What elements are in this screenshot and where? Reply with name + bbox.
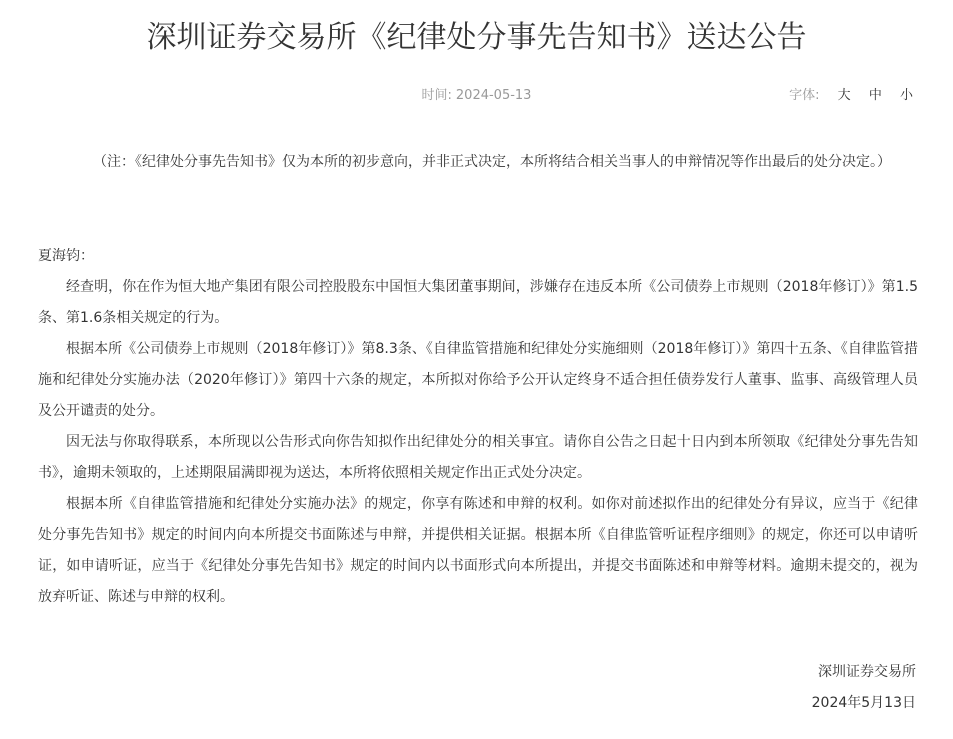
paragraph-findings: 经查明，你在作为恒大地产集团有限公司控股股东中国恒大集团董事期间，涉嫌存在违反本所《公司债券上市规则（2018年修订）》第1.5条、第1.6条相关规定的行为。 bbox=[38, 279, 918, 326]
signature-block bbox=[812, 657, 916, 719]
page-title: 深圳证券交易所《纪律处分事先告知书》送达公告 bbox=[146, 20, 807, 55]
salutation: 夏海钧： bbox=[38, 248, 94, 264]
publish-time-label: 时间: bbox=[421, 88, 452, 103]
font-size-medium-button[interactable]: 中 bbox=[868, 88, 882, 103]
paragraph-notice-delivery: 因无法与你取得联系，本所现以公告形式向你告知拟作出纪律处分的相关事宜。请你自公告之日起十日内到本所领取《纪律处分事先告知书》，逾期未领取的，上述期限届满即视为送达，本所将依照相关规定作出正式处分决定。 bbox=[38, 434, 918, 481]
font-size-label: 字体: bbox=[789, 88, 820, 103]
disclaimer-note: （注：《纪律处分事先告知书》仅为本所的初步意向，并非正式决定，本所将结合相关当事人的申辩情况等作出最后的处分决定。） bbox=[93, 154, 891, 170]
font-size-large-button[interactable]: 大 bbox=[837, 88, 851, 103]
paragraph-rights: 根据本所《自律监管措施和纪律处分实施办法》的规定，你享有陈述和申辩的权利。如你对前述拟作出的纪律处分有异议，应当于《纪律处分事先告知书》规定的时间内向本所提交书面陈述与申辩，并提供相关证据。根据本所《自律监管听证程序细则》的规定，你还可以申请听证，如申请听证，应当于《纪律处分事先告知书》规定的时间内以书面形式向本所提出，并提交书面陈述和申辩等材料。逾期未提交的，视为放弃听证、陈述与申辩的权利。 bbox=[38, 496, 918, 605]
signature-org: 深圳证券交易所 bbox=[818, 664, 916, 680]
publish-time-value: 2024-05-13 bbox=[455, 88, 532, 103]
font-size-control bbox=[789, 84, 913, 103]
announcement-body bbox=[38, 241, 918, 613]
paragraph-penalty-basis: 根据本所《公司债券上市规则（2018年修订）》第8.3条、《自律监管措施和纪律处分实施细则（2018年修订）》第四十五条、《自律监管措施和纪律处分实施办法（2020年修订）》第四十六条的规定，本所拟对你给予公开认定终身不适合担任债券发行人董事、监事、高级管理人员及公开谴责的处分。 bbox=[38, 341, 918, 419]
signature-date: 2024年5月13日 bbox=[811, 695, 916, 711]
font-size-small-button[interactable]: 小 bbox=[899, 88, 913, 103]
